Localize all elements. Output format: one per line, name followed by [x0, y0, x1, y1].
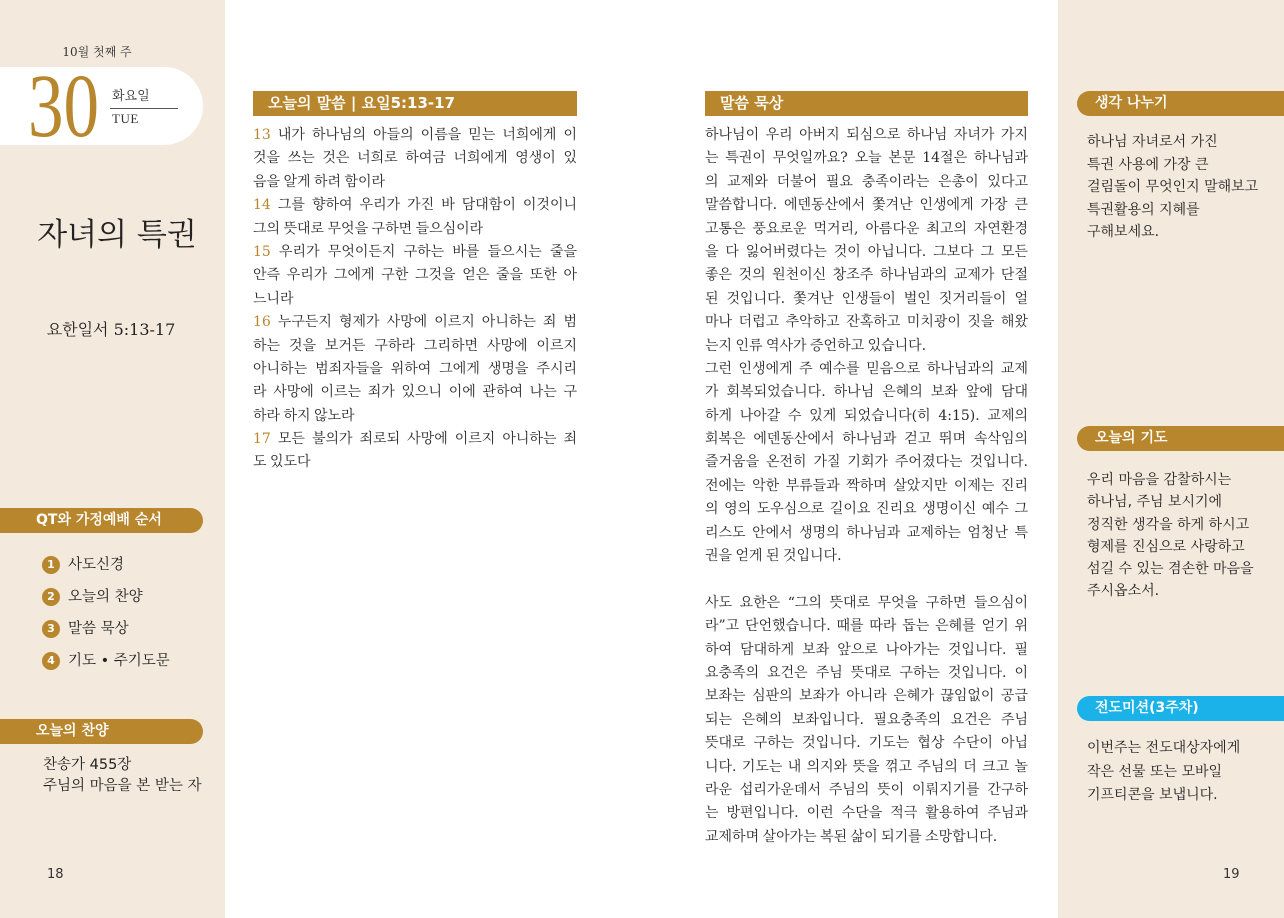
verse-number: 15 — [253, 243, 271, 260]
verse-text: 모든 불의가 죄로되 사망에 이르지 아니하는 죄 — [277, 431, 577, 448]
discussion-text — [1087, 131, 1258, 244]
meditation-line: 의 교제와 더불어 필요 충족이라는 은총이 있다고 — [705, 173, 1028, 190]
left-sidebar — [0, 0, 225, 918]
scripture-line — [253, 288, 577, 311]
step-label: 오늘의 찬양 — [68, 589, 143, 605]
meditation-line: 하나님이 우리 아버지 되심으로 하나님 자녀가 가지 — [705, 127, 1028, 143]
discussion-line: 특권활용의 지혜를 — [1087, 201, 1200, 218]
scripture-reference: 요한일서 5:13-17 — [46, 320, 176, 339]
verse-text: 음을 알게 하려 함이라 — [253, 173, 386, 190]
order-item — [42, 555, 212, 575]
meditation-line: 보좌는 심판의 보좌가 아니라 은혜가 끊임없이 공급 — [705, 688, 1028, 705]
step-label: 말씀 묵상 — [68, 621, 129, 637]
discussion-heading: 생각 나누기 — [1077, 91, 1284, 116]
scripture-line — [253, 147, 577, 170]
verse-text: 그를 향하여 우리가 가진 바 담대함이 이것이니 — [277, 197, 577, 214]
meditation-line: 된 것입니다. 쫓겨난 인생들이 벌인 짓거리들이 얼 — [705, 290, 1028, 307]
right-sidebar — [1058, 0, 1284, 918]
meditation-line: 뜻대로 구하는 것입니다. 기도는 협상 수단이 아닙 — [705, 735, 1028, 752]
scripture-line — [253, 311, 577, 334]
verse-text: 우리가 무엇이든지 구하는 바를 들으시는 줄을 — [279, 243, 577, 260]
meditation-line: 하게 나아갈 수 있게 되었습니다(히 4:15). 교제의 — [705, 407, 1028, 424]
scripture-heading: 오늘의 말씀 | 요일5:13-17 — [253, 91, 577, 116]
scripture-line — [253, 428, 577, 451]
meditation-text — [705, 124, 1028, 849]
meditation-line: 좋은 것의 원천이신 창조주 하나님과의 교제가 단절 — [705, 267, 1028, 284]
meditation-line: 회복은 에덴동산에서 하나님과 걷고 뛰며 속삭임의 — [705, 431, 1028, 448]
scripture-line — [253, 381, 577, 404]
verse-text: 도 있도다 — [253, 454, 311, 471]
meditation-line: 전에는 악한 부류들과 짝하며 살았지만 이제는 진리 — [705, 477, 1028, 494]
weekday-english: TUE — [112, 111, 139, 126]
hymn-number: 찬송가 455장 — [43, 757, 132, 773]
mission-line: 기프티콘을 보냅니다. — [1087, 787, 1218, 803]
meditation-line: 사도 요한은 “그의 뜻대로 무엇을 구하면 들으심이 — [705, 594, 1028, 611]
scripture-column — [253, 91, 577, 471]
meditation-line: 하여 담대하게 보좌 앞으로 나아가는 것입니다. 필 — [705, 641, 1028, 658]
prayer-line: 형제를 진심으로 사랑하고 — [1087, 538, 1245, 555]
meditation-line: 고통은 풍요로운 먹거리, 아름다운 최고의 자연환경 — [705, 220, 1028, 237]
verse-text: 하라 하지 않노라 — [253, 407, 355, 424]
prayer-heading: 오늘의 기도 — [1077, 426, 1284, 451]
discussion-line: 구해보세요. — [1087, 224, 1160, 240]
mission-text — [1087, 737, 1240, 808]
meditation-line: 가 회복되었습니다. 하나님 은혜의 보좌 앞에 담대 — [705, 384, 1028, 401]
order-item — [42, 587, 212, 607]
step-number-badge: 1 — [42, 556, 60, 574]
scripture-line — [253, 171, 577, 194]
step-number-badge: 2 — [42, 588, 60, 606]
meditation-line: 는 방편입니다. 이런 수단을 적극 활용하여 주님과 — [705, 805, 1028, 822]
verse-number: 14 — [253, 197, 271, 214]
verse-number: 16 — [253, 314, 271, 331]
mission-heading: 전도미션(3주차) — [1077, 696, 1284, 721]
order-heading: QT와 가정예배 순서 — [0, 508, 203, 533]
verse-text: 것을 쓰는 것은 너희로 하여금 너희에게 영생이 있 — [253, 150, 577, 167]
prayer-line: 섬길 수 있는 겸손한 마음을 — [1087, 561, 1254, 578]
prayer-line: 우리 마음을 감찰하시는 — [1087, 472, 1232, 488]
scripture-line — [253, 358, 577, 381]
scripture-line — [253, 124, 577, 147]
verse-number: 17 — [253, 431, 271, 448]
meditation-line: 권을 얻게 된 것입니다. — [705, 548, 842, 565]
verse-text: 라 사망에 이르는 죄가 있으니 이에 관하여 나는 구 — [253, 384, 577, 401]
weekday-korean: 화요일 — [112, 89, 150, 104]
step-label: 기도 • 주기도문 — [68, 653, 170, 669]
scripture-line — [253, 335, 577, 358]
weekday-divider — [110, 108, 178, 109]
meditation-line: 말씀합니다. 에덴동산에서 쫓겨난 인생에게 가장 큰 — [705, 197, 1028, 214]
verse-text: 느니라 — [253, 290, 294, 307]
order-item — [42, 619, 212, 639]
scripture-line — [253, 405, 577, 428]
order-item — [42, 651, 212, 671]
verse-number: 13 — [253, 127, 271, 143]
meditation-line: 의 영의 도우심으로 길이요 진리요 생명이신 예수 그 — [705, 501, 1028, 518]
discussion-line: 하나님 자녀로서 가진 — [1087, 134, 1218, 150]
meditation-line: 되는 은혜의 보좌입니다. 필요충족의 요건은 주님 — [705, 711, 1028, 728]
page-number-left: 18 — [47, 867, 64, 882]
discussion-line: 특권 사용에 가장 큰 — [1087, 156, 1209, 173]
hymn-heading: 오늘의 찬양 — [0, 719, 203, 744]
devotion-title: 자녀의 특권 — [37, 217, 197, 253]
meditation-line: 요충족의 요건은 주님 뜻대로 구하는 것입니다. 이 — [705, 664, 1028, 681]
meditation-heading: 말씀 묵상 — [705, 91, 1028, 116]
prayer-line: 하나님, 주님 보시기에 — [1087, 494, 1223, 511]
step-number-badge: 4 — [42, 652, 60, 670]
week-label: 10월 첫째 주 — [62, 45, 132, 59]
verse-text: 그의 뜻대로 무엇을 구하면 들으심이라 — [253, 220, 484, 237]
meditation-line: 즐거움을 온전히 가질 기회가 주어졌다는 것입니다. — [705, 454, 1028, 471]
step-number-badge: 3 — [42, 620, 60, 638]
meditation-line: 을 다 잃어버렸다는 것이 아닙니다. 그보다 그 모든 — [705, 243, 1028, 260]
scripture-line — [253, 264, 577, 287]
meditation-line: 는지 인류 역사가 증언하고 있습니다. — [705, 337, 927, 354]
meditation-line: 리스도 안에서 생명의 하나님과 교제하는 엄청난 특 — [705, 524, 1028, 541]
meditation-line: 라운 섭리가운데서 주님의 뜻이 이뤄지기를 간구하 — [705, 781, 1028, 798]
section-gap — [705, 568, 1028, 591]
scripture-text — [253, 124, 577, 475]
meditation-line: 그런 인생에게 주 예수를 믿음으로 하나님과의 교제 — [705, 360, 1028, 377]
verse-text: 안즉 우리가 그에게 구한 그것을 얻은 줄을 또한 아 — [253, 267, 577, 284]
meditation-line: 니다. 기도는 내 의지와 뜻을 꺾고 주님의 더 크고 놀 — [705, 758, 1028, 775]
meditation-line: 마나 더럽고 추악하고 잔혹하고 미치광이 짓을 해왔 — [705, 314, 1028, 331]
scripture-line — [253, 451, 577, 474]
hymn-title: 주님의 마음을 본 받는 자 — [43, 778, 202, 794]
scripture-line — [253, 194, 577, 217]
verse-text: 아니하는 범죄자들을 위하여 그에게 생명을 주시리 — [253, 360, 577, 377]
discussion-line: 걸림돌이 무엇인지 말해보고 — [1087, 179, 1259, 195]
verse-text: 하는 것을 보거든 구하라 그리하면 사망에 이르지 — [253, 337, 577, 354]
meditation-line: 는 특권이 무엇일까요? 오늘 본문 14절은 하나님과 — [705, 150, 1028, 167]
hymn-info — [43, 755, 202, 797]
prayer-line: 정직한 생각을 하게 하시고 — [1087, 516, 1250, 533]
step-label: 사도신경 — [68, 557, 125, 573]
prayer-line: 주시옵소서. — [1087, 583, 1160, 600]
meditation-line: 교제하며 살아가는 복된 삶이 되기를 소망합니다. — [705, 828, 998, 845]
verse-text: 누구든지 형제가 사망에 이르지 아니하는 죄 범 — [277, 314, 577, 331]
mission-line: 작은 선물 또는 모바일 — [1087, 763, 1223, 780]
date-day: 30 — [28, 57, 100, 156]
page-number-right: 19 — [1223, 867, 1240, 882]
scripture-line — [253, 241, 577, 264]
scripture-line — [253, 218, 577, 241]
meditation-column — [705, 91, 1028, 845]
verse-text: 내가 하나님의 아들의 이름을 믿는 너희에게 이 — [277, 127, 577, 143]
prayer-text — [1087, 469, 1254, 603]
meditation-line: 라”고 단언했습니다. 때를 따라 돕는 은혜를 얻기 위 — [705, 618, 1028, 635]
mission-line: 이번주는 전도대상자에게 — [1087, 740, 1241, 756]
